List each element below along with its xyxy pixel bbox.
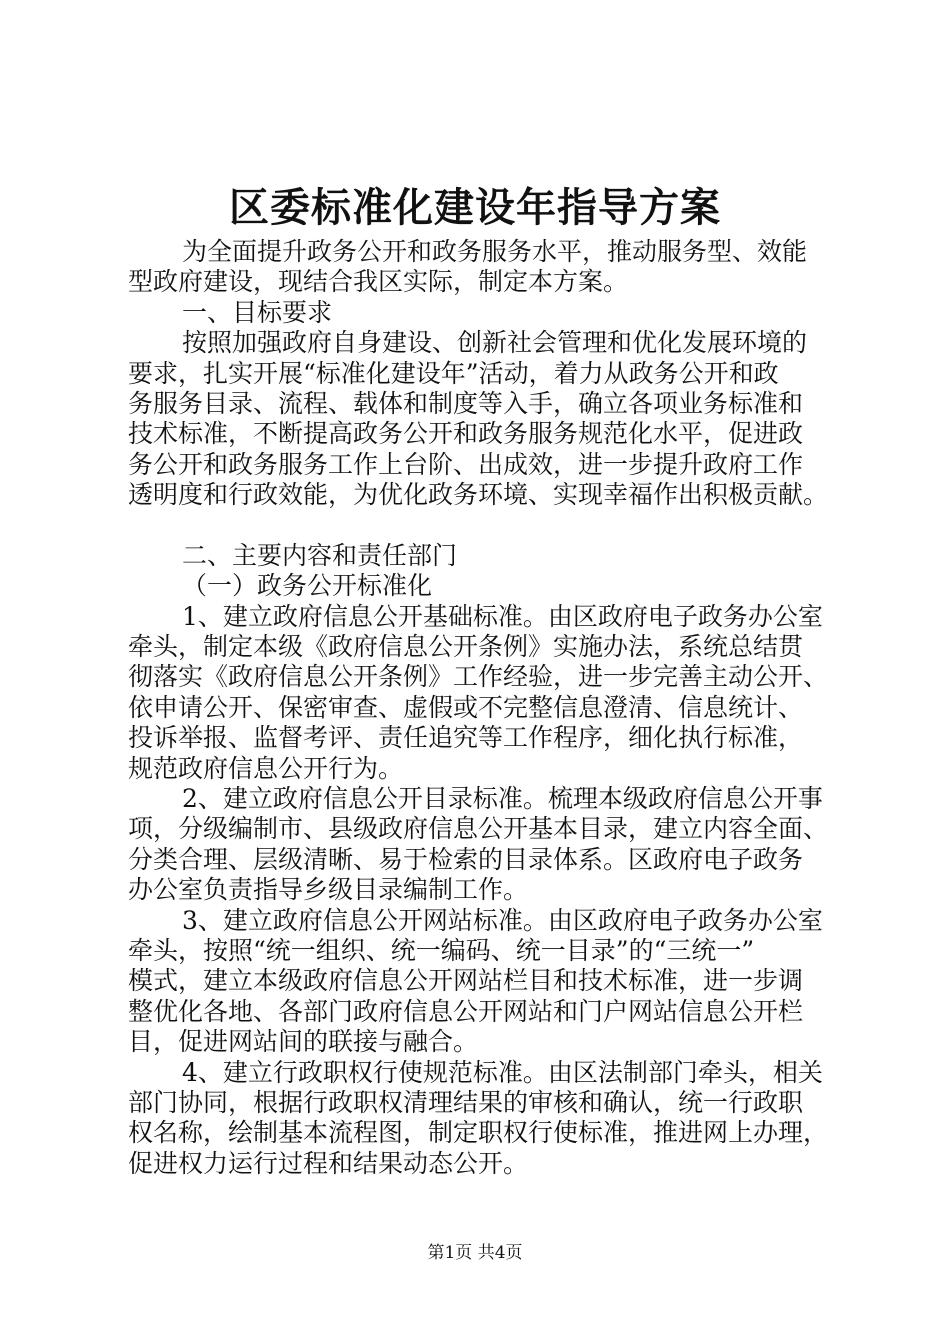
paragraph-line: 整优化各地、各部门政府信息公开网站和门户网站信息公开栏 — [128, 996, 804, 1026]
paragraph-line: 牵头，按照“统一组织、统一编码、统一目录”的“三统一” — [128, 935, 755, 965]
section-heading: 二、主要内容和责任部门 — [182, 540, 458, 570]
paragraph-line: 彻落实《政府信息公开条例》工作经验，进一步完善主动公开、 — [128, 662, 829, 692]
paragraph-line: 技术标准，不断提高政务公开和政务服务规范化水平，促进政 — [128, 419, 804, 449]
paragraph-line: 部门协同，根据行政职权清理结果的审核和确认，统一行政职 — [128, 1087, 804, 1117]
paragraph-line: 2、建立政府信息公开目录标准。梳理本级政府信息公开事 — [182, 784, 823, 814]
section-heading: 一、目标要求 — [182, 297, 333, 327]
paragraph-line: 牵头，制定本级《政府信息公开条例》实施办法，系统总结贯 — [128, 632, 804, 662]
paragraph-line: 项，分级编制市、县级政府信息公开基本目录，建立内容全面、 — [128, 814, 829, 844]
paragraph-line: 按照加强政府自身建设、创新社会管理和优化发展环境的 — [182, 328, 808, 358]
paragraph-line: 促进权力运行过程和结果动态公开。 — [128, 1148, 529, 1178]
paragraph-line: 权名称，绘制基本流程图，制定职权行使标准，推进网上办理， — [128, 1118, 829, 1148]
blank-line — [128, 511, 828, 541]
document-title: 区委标准化建设年指导方案 — [229, 185, 721, 231]
paragraph-line: 透明度和行政效能，为优化政务环境、实现幸福作出积极贡献。 — [128, 480, 829, 510]
subsection-heading: （一）政务公开标准化 — [182, 571, 433, 601]
paragraph-line: 依申请公开、保密审查、虚假或不完整信息澄清、信息统计、 — [128, 692, 804, 722]
paragraph-line: 1、建立政府信息公开基础标准。由区政府电子政务办公室 — [182, 601, 823, 631]
paragraph-line: 模式，建立本级政府信息公开网站栏目和技术标准，进一步调 — [128, 966, 804, 996]
paragraph-line: 务公开和政务服务工作上台阶、出成效，进一步提升政府工作 — [128, 449, 804, 479]
paragraph-line: 投诉举报、监督考评、责任追究等工作程序，细化执行标准， — [128, 723, 804, 753]
paragraph-line: 目，促进网站间的联接与融合。 — [128, 1027, 479, 1057]
document-body — [128, 237, 828, 1179]
paragraph-line: 务服务目录、流程、载体和制度等入手，确立各项业务标准和 — [128, 388, 804, 418]
paragraph-line: 3、建立政府信息公开网站标准。由区政府电子政务办公室 — [182, 905, 823, 935]
paragraph-line: 4、建立行政职权行使规范标准。由区法制部门牵头，相关 — [182, 1057, 823, 1087]
paragraph-line: 要求，扎实开展“标准化建设年”活动，着力从政务公开和政 — [128, 358, 779, 388]
paragraph-line: 规范政府信息公开行为。 — [128, 753, 404, 783]
paragraph-line: 分类合理、层级清晰、易于检索的目录体系。区政府电子政务 — [128, 844, 804, 874]
paragraph-line: 为全面提升政务公开和政务服务水平，推动服务型、效能 — [182, 237, 808, 266]
page-number: 第1页 共4页 — [427, 1243, 523, 1263]
paragraph-line: 型政府建设，现结合我区实际，制定本方案。 — [128, 267, 629, 297]
paragraph-line: 办公室负责指导乡级目录编制工作。 — [128, 875, 529, 905]
